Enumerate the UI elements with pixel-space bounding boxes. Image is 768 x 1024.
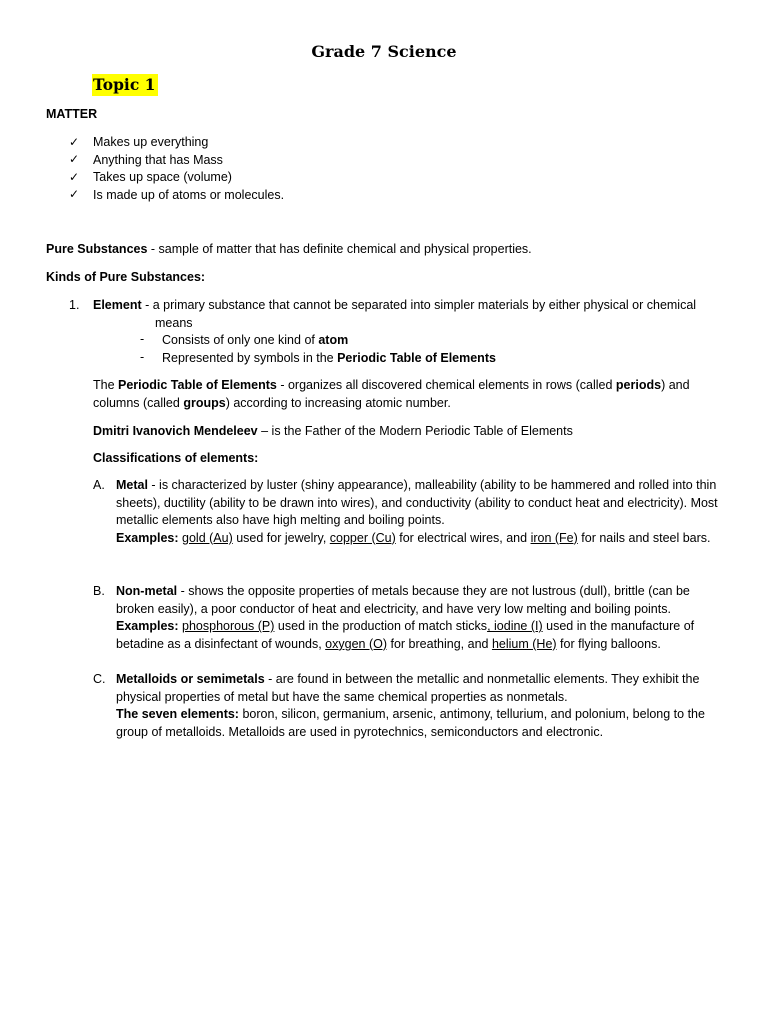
dash-bullet: - <box>140 332 145 346</box>
list-item: Makes up everything <box>93 135 209 149</box>
periodic-table-paragraph: The Periodic Table of Elements - organizes all discovered chemical elements in rows (called periods) and columns (called groups) according to increasing atomic number. <box>93 378 690 410</box>
dash-bullet: - <box>140 350 145 364</box>
matter-heading: MATTER <box>46 107 98 121</box>
pure-substances-definition: Pure Substances - sample of matter that has definite chemical and physical properties. <box>46 242 532 256</box>
mendeleev-paragraph: Dmitri Ivanovich Mendeleev – is the Father of the Modern Periodic Table of Elements <box>93 424 573 438</box>
page-title: Grade 7 Science <box>311 42 457 61</box>
element-definition: Element - a primary substance that cannot be separated into simpler materials by either physical or chemical <box>93 298 697 312</box>
element-term: Element <box>93 298 142 312</box>
check-icon: ✓ <box>69 170 80 184</box>
list-letter: A. <box>93 478 105 492</box>
element-subpoint: Consists of only one kind of atom <box>162 333 349 347</box>
pure-substances-term: Pure Substances <box>46 242 148 256</box>
check-icon: ✓ <box>69 187 80 201</box>
topic-heading: Topic 1 <box>92 74 158 96</box>
element-definition-cont: means <box>155 316 193 330</box>
list-item: Anything that has Mass <box>93 153 223 167</box>
list-letter: C. <box>93 672 106 686</box>
list-item: Is made up of atoms or molecules. <box>93 188 285 202</box>
list-number: 1. <box>69 298 80 312</box>
metalloid-paragraph: Metalloids or semimetals - are found in between the metallic and nonmetallic elements. They exhibit the physical properties of metal but have the same chemical properties as nonmetals. The seven elements: boron, silicon, germanium, arsenic, antimony, tellurium, and polonium, belong to the group of metalloids. Metalloids are used in pyrotechnics, semiconductors and electronic. <box>116 672 705 739</box>
kinds-heading: Kinds of Pure Substances: <box>46 270 206 284</box>
list-letter: B. <box>93 584 105 598</box>
check-icon: ✓ <box>69 135 80 149</box>
list-item: Takes up space (volume) <box>93 170 232 184</box>
classifications-heading: Classifications of elements: <box>93 451 259 465</box>
check-icon: ✓ <box>69 152 80 166</box>
nonmetal-paragraph: Non-metal - shows the opposite properties of metals because they are not lustrous (dull), brittle (can be broken easily), a poor conductor of heat and electricity, and have very low melting and boiling points. Examples: phosphorous (P) used in the production of match sticks, iodine (I) used in the manufacture of betadine as a disinfectant of wounds, oxygen (O) for breathing, and helium (He) for flying balloons. <box>116 584 695 651</box>
metal-paragraph: Metal - is characterized by luster (shiny appearance), malleability (ability to be hammered and rolled into thin sheets), ductility (ability to be drawn into wires), and conductivity (ability to conduct heat and electricity). Most metallic elements also have high melting and boiling points. Examples: gold (Au) used for jewelry, copper (Cu) for electrical wires, and iron (Fe) for nails and steel bars. <box>116 478 718 545</box>
element-subpoint: Represented by symbols in the Periodic Table of Elements <box>162 351 496 365</box>
